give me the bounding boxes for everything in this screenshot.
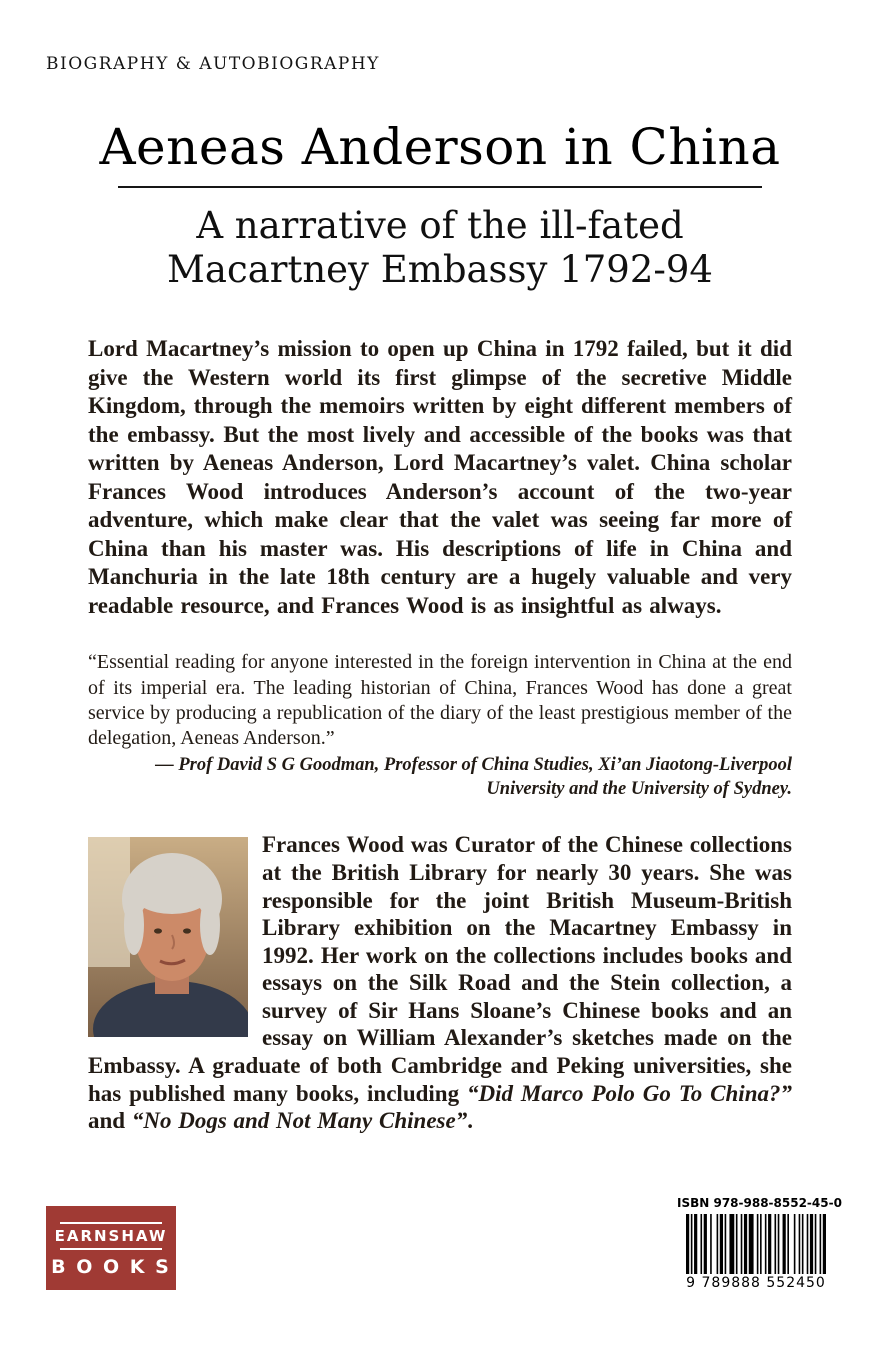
- publisher-books-label: B O O K S: [51, 1255, 171, 1278]
- bio-text-3: .: [467, 1108, 473, 1134]
- bio-text-2: and: [88, 1108, 132, 1134]
- quote-attribution: [88, 753, 792, 801]
- logo-rule-top: [60, 1222, 162, 1224]
- attribution-line-2: University and the University of Sydney.: [486, 779, 792, 800]
- isbn-label: ISBN 978-988-8552-45-0: [677, 1196, 842, 1210]
- book-subtitle: [0, 204, 880, 291]
- logo-rule-bottom: [60, 1248, 162, 1250]
- synopsis-paragraph: Lord Macartney’s mission to open up China in 1792 failed, but it did give the Western world its first glimpse of the secretive Middle Kingdom, through the memoirs written by eight different members of the embassy. But the most lively and accessible of the books was that written by Aeneas Anderson, Lord Macartney’s valet. China scholar Frances Wood introduces Anderson’s account of the two-year adventure, which make clear that the valet was seeing far more of China than his master was. His descriptions of life in China and Manchuria in the late 18th century are a hugely valuable and very readable resource, and Frances Wood is as insightful as always.: [88, 336, 792, 618]
- title-rule: [118, 186, 762, 188]
- isbn-barcode: [677, 1196, 842, 1291]
- category-label: BIOGRAPHY & AUTOBIOGRAPHY: [46, 54, 380, 74]
- publisher-logo: [46, 1206, 176, 1290]
- author-bio: [88, 831, 792, 1135]
- bio-book-title-2: “No Dogs and Not Many Chinese”: [131, 1108, 468, 1134]
- cover-footer: [46, 1196, 842, 1291]
- quote-text: “Essential reading for anyone interested in the foreign intervention in China at the end of its imperial era. The leading historian of China, Frances Wood has done a great service by producing a republication of the diary of the least prestigious member of the delegation, Aeneas Anderson.”: [88, 651, 792, 750]
- review-quote: [88, 650, 792, 801]
- publisher-name: EARNSHAW: [54, 1226, 168, 1245]
- book-title: Aeneas Anderson in China: [99, 118, 781, 176]
- barcode-number: 9 789888 552450: [686, 1275, 826, 1291]
- subtitle-line-1: A narrative of the ill-fated: [196, 204, 684, 247]
- subtitle-line-2: Macartney Embassy 1792-94: [167, 247, 713, 291]
- author-photo-illustration: [88, 837, 248, 1037]
- bio-text-1: Frances Wood was Curator of the Chinese collections at the British Library for nearly 30 years. She was responsible for the joint British Museum-British Library exhibition on the Macartney Embassy in 1992. Her work on the collections includes books and essays on the Silk Road and the Stein collection, a survey of Sir Hans Sloane’s Chinese books and an essay on William Alexander’s sketches made on the Embassy. A graduate of both Cambridge and Peking universities, she has published many books, including: [88, 832, 792, 1106]
- attribution-line-1: — Prof David S G Goodman, Professor of China Studies, Xi’an Jiaotong-Liverpool: [155, 755, 792, 776]
- barcode-bars: [686, 1214, 826, 1274]
- bio-book-title-1: “Did Marco Polo Go To China?”: [467, 1080, 792, 1106]
- author-photo: [88, 837, 248, 1037]
